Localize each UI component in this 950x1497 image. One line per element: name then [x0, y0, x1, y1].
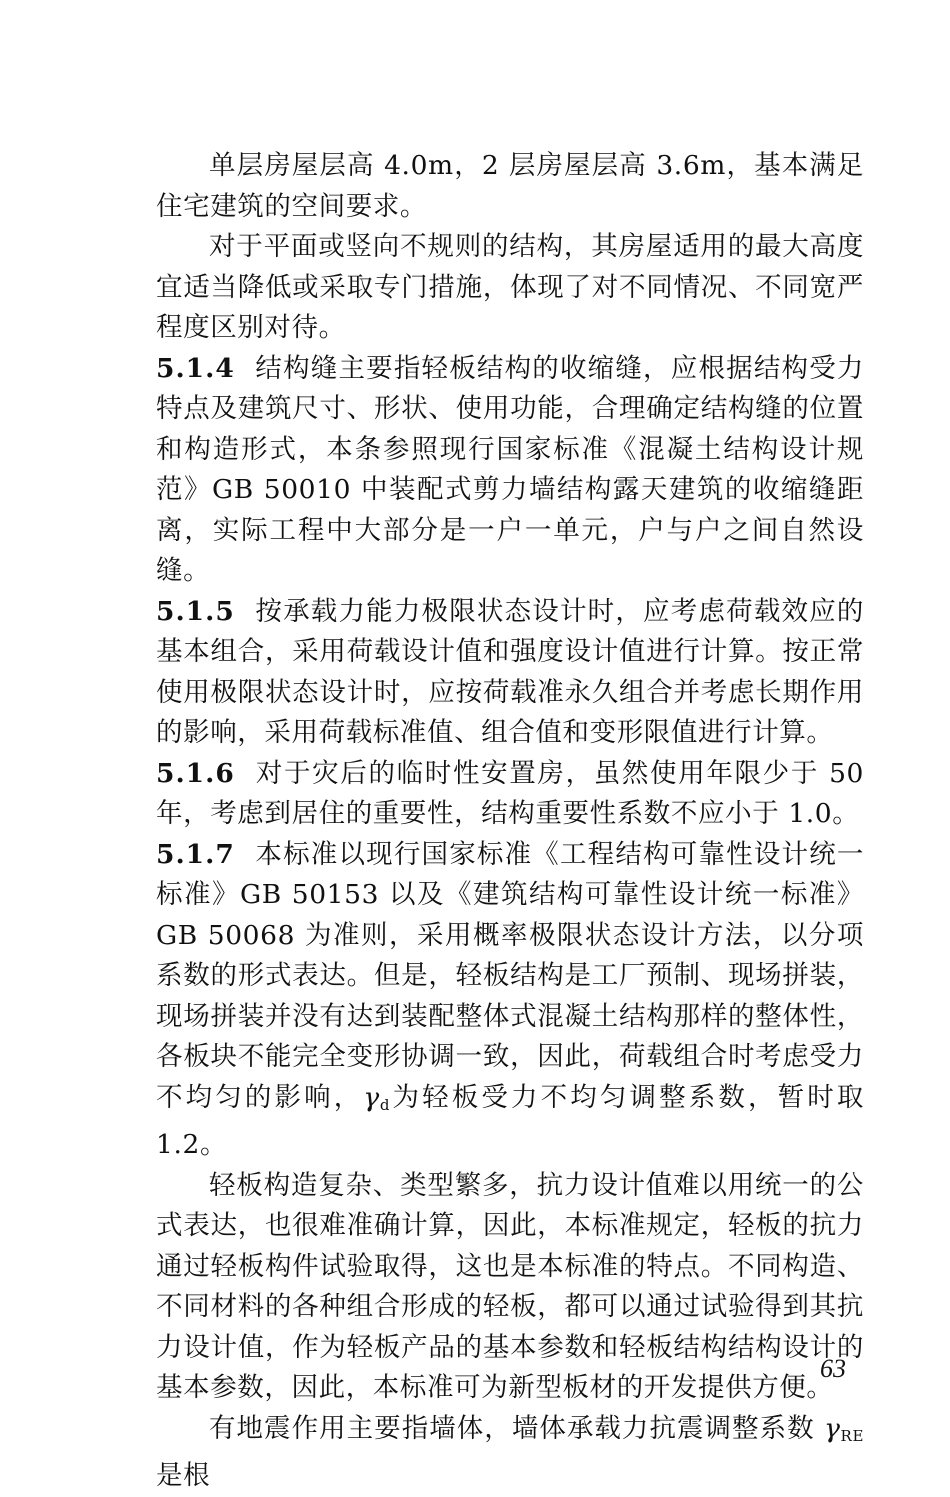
body-text — [156, 146, 864, 1497]
clause-text: 对于灾后的临时性安置房，虽然使用年限少于 50 年，考虑到居住的重要性，结构重要性系数不应小于 1.0。 — [156, 757, 864, 829]
gamma-letter: γ — [824, 1412, 841, 1444]
seismic-text-continued: 是根 — [156, 1460, 211, 1491]
seismic-text: 有地震作用主要指墙体，墙体承载力抗震调整系数 — [209, 1412, 825, 1444]
gamma-subscript: RE — [840, 1426, 864, 1445]
clause-text: 结构缝主要指轻板结构的收缩缝，应根据结构受力特点及建筑尺寸、形状、使用功能，合理确定结构缝的位置和构造形式，本条参照现行国家标准《混凝土结构设计规范》GB 50010 中装配式剪力墙结构露天建筑的收缩缝距离，实际工程中大部分是一户一单元，户与户之间自然设缝。 — [156, 352, 864, 586]
paragraph-seismic — [156, 1409, 864, 1497]
page-number: 63 — [820, 1354, 846, 1383]
paragraph-floor-height: 单层房屋层高 4.0m，2 层房屋层高 3.6m，基本满足住宅建筑的空间要求。 — [156, 150, 864, 222]
clause-number: 5.1.5 — [156, 595, 235, 627]
clause-text-continued: 为轻板受力不均匀调整系数，暂时取 1.2。 — [156, 1081, 865, 1160]
gamma-subscript: d — [379, 1095, 391, 1114]
gamma-re-symbol — [824, 1413, 864, 1444]
clause-5-1-5 — [156, 592, 864, 754]
clause-number: 5.1.6 — [156, 757, 235, 789]
paragraph-irregular-structure: 对于平面或竖向不规则的结构，其房屋适用的最大高度宜适当降低或采取专门措施，体现了对不同情况、不同宽严程度区别对待。 — [156, 231, 864, 343]
clause-text: 本标准以现行国家标准《工程结构可靠性设计统一标准》GB 50153 以及《建筑结构可靠性设计统一标准》GB 50068 为准则，采用概率极限状态设计方法，以分项系数的形式表达。但是，轻板结构是工厂预制、现场拼装，现场拼装并没有达到装配整体式混凝土结构那样的整体性，各板块不能完全变形协调一致，因此，荷载组合时考虑受力不均匀的影响， — [156, 838, 864, 1113]
clause-5-1-4 — [156, 349, 864, 592]
clause-5-1-7 — [156, 835, 864, 1166]
gamma-d-symbol — [363, 1082, 390, 1113]
clause-number: 5.1.4 — [156, 352, 235, 384]
gamma-letter: γ — [363, 1081, 380, 1113]
paragraph-panel-resistance: 轻板构造复杂、类型繁多，抗力设计值难以用统一的公式表达，也很难准确计算，因此，本标准规定，轻板的抗力通过轻板构件试验取得，这也是本标准的特点。不同构造、不同材料的各种组合形成的轻板，都可以通过试验得到其抗力设计值，作为轻板产品的基本参数和轻板结构结构设计的基本参数，因此，本标准可为新型板材的开发提供方便。 — [156, 1169, 864, 1403]
clause-number: 5.1.7 — [156, 838, 235, 870]
clause-text: 按承载力能力极限状态设计时，应考虑荷载效应的基本组合，采用荷载设计值和强度设计值进行计算。按正常使用极限状态设计时，应按荷载准永久组合并考虑长期作用的影响，采用荷载标准值、组合值和变形限值进行计算。 — [156, 595, 864, 748]
clause-5-1-6 — [156, 754, 864, 835]
